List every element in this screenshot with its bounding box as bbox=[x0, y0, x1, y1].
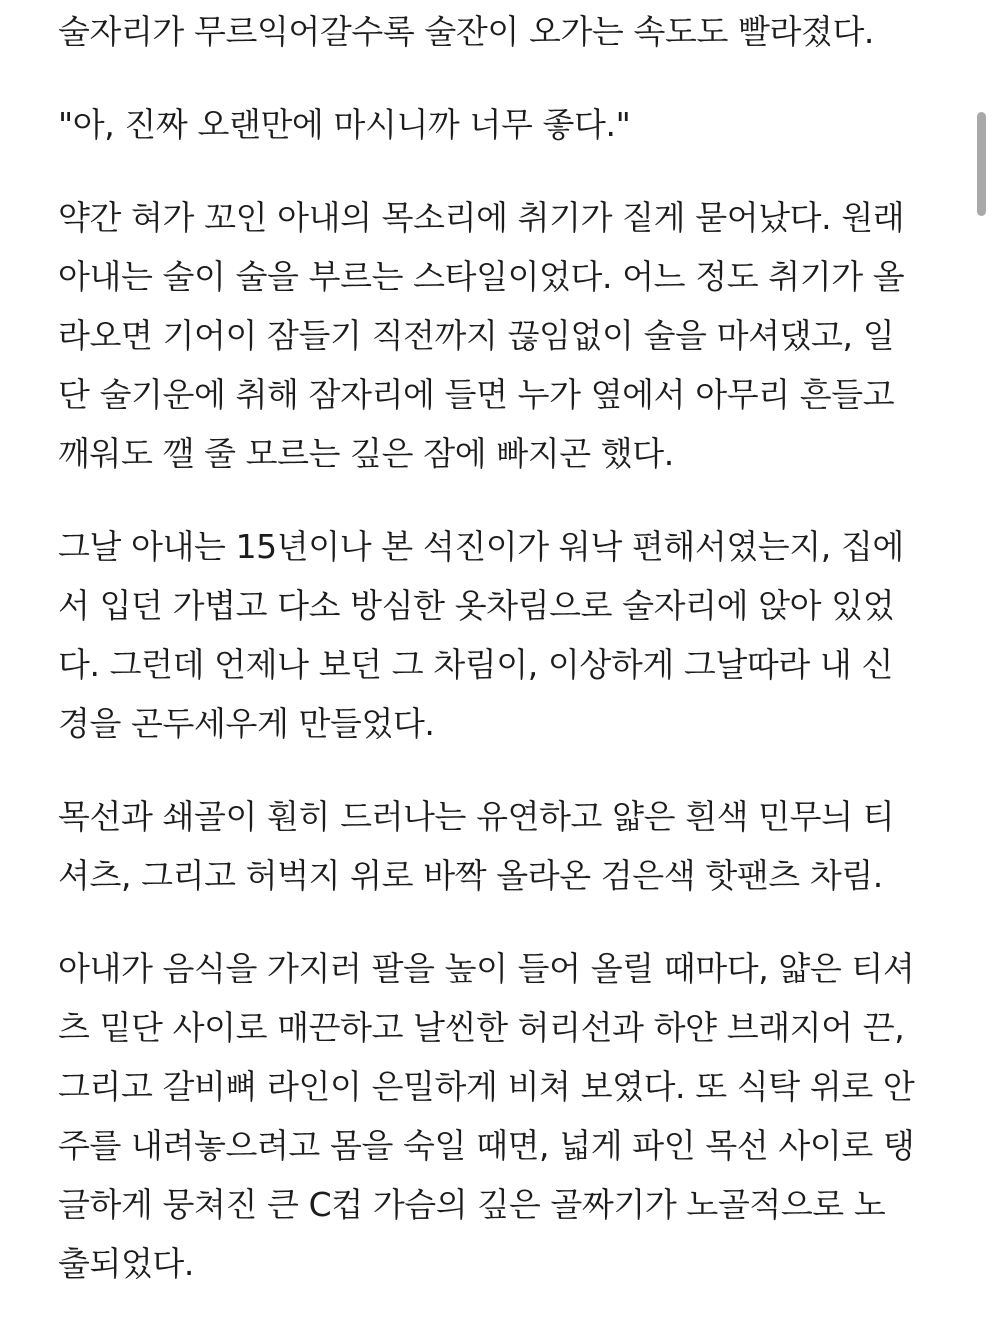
text-line: 경을 곤두세우게 만들었다. bbox=[58, 704, 435, 743]
text-line: 주를 내려놓으려고 몸을 숙일 때면, 넓게 파인 목선 사이로 탱 bbox=[58, 1126, 915, 1165]
paragraph bbox=[58, 188, 938, 483]
scrollbar-thumb[interactable] bbox=[977, 112, 986, 216]
scrollbar[interactable] bbox=[970, 0, 994, 1200]
article-body bbox=[58, 2, 938, 1327]
text-line: 약간 혀가 꼬인 아내의 목소리에 취기가 짙게 묻어났다. 원래 bbox=[58, 198, 905, 237]
text-line: 아내가 음식을 가지러 팔을 높이 들어 올릴 때마다, 얇은 티셔 bbox=[58, 949, 915, 988]
text-line: 서 입던 가볍고 다소 방심한 옷차림으로 술자리에 앉아 있었 bbox=[58, 586, 895, 625]
text-line: 셔츠, 그리고 허벅지 위로 바짝 올라온 검은색 핫팬츠 차림. bbox=[58, 856, 883, 895]
text-line: 목선과 쇄골이 훤히 드러나는 유연하고 얇은 흰색 민무늬 티 bbox=[58, 797, 895, 836]
text-line: 다. 그런데 언제나 보던 그 차림이, 이상하게 그날따라 내 신 bbox=[58, 645, 893, 684]
paragraph bbox=[58, 939, 938, 1293]
text-line: 출되었다. bbox=[58, 1244, 195, 1283]
text-line: 그날 아내는 15년이나 본 석진이가 워낙 편해서였는지, 집에 bbox=[58, 527, 904, 566]
text-line: 츠 밑단 사이로 매끈하고 날씬한 허리선과 하얀 브래지어 끈, bbox=[58, 1008, 905, 1047]
text-line: 그리고 갈비뼈 라인이 은밀하게 비쳐 보였다. 또 식탁 위로 안 bbox=[58, 1067, 915, 1106]
paragraph bbox=[58, 517, 938, 753]
text-line: "아, 진짜 오랜만에 마시니까 너무 좋다." bbox=[58, 105, 631, 144]
text-line: 단 술기운에 취해 잠자리에 들면 누가 옆에서 아무리 흔들고 bbox=[58, 375, 895, 414]
text-line: 깨워도 깰 줄 모르는 깊은 잠에 빠지곤 했다. bbox=[58, 434, 674, 473]
paragraph bbox=[58, 2, 938, 61]
paragraph bbox=[58, 787, 938, 905]
text-line: 라오면 기어이 잠들기 직전까지 끊임없이 술을 마셔댔고, 일 bbox=[58, 316, 895, 355]
text-line: 글하게 뭉쳐진 큰 C컵 가슴의 깊은 골짜기가 노골적으로 노 bbox=[58, 1185, 886, 1224]
text-line: 술자리가 무르익어갈수록 술잔이 오가는 속도도 빨라졌다. bbox=[58, 12, 875, 51]
text-line: 아내는 술이 술을 부르는 스타일이었다. 어느 정도 취기가 올 bbox=[58, 257, 905, 296]
paragraph bbox=[58, 95, 938, 154]
